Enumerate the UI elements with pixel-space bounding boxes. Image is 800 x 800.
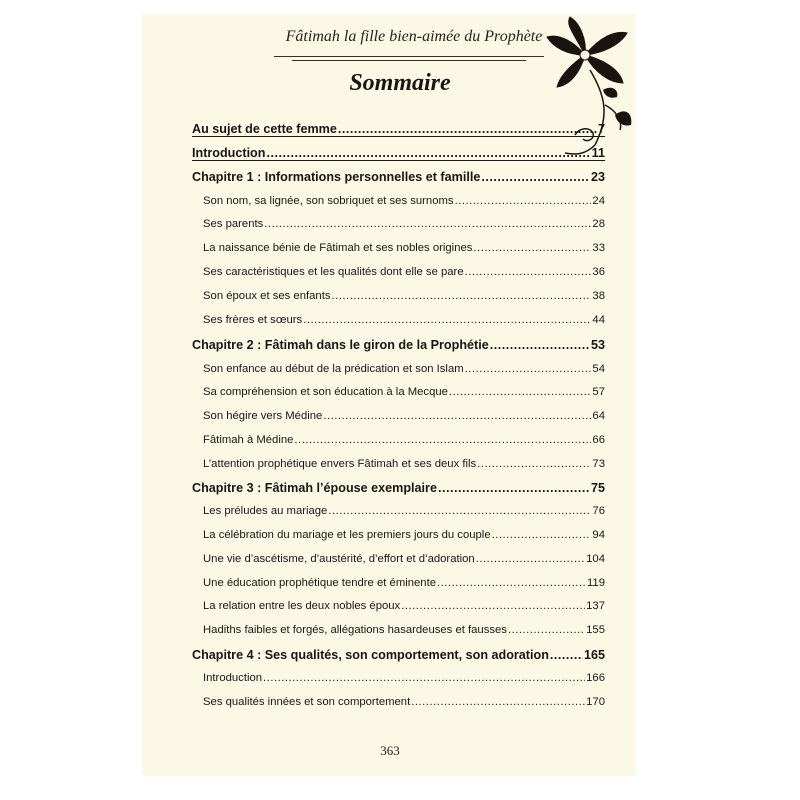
dot-leader xyxy=(263,672,585,684)
toc-section-entry xyxy=(203,290,605,302)
toc-section-entry xyxy=(203,218,605,230)
running-header: Fâtimah la fille bien-aimée du Prophète xyxy=(285,28,543,45)
page-number: 363 xyxy=(380,743,400,758)
toc-section-entry xyxy=(203,434,605,446)
toc-entry-label: Chapitre 4 : Ses qualités, son comportement, son adoration xyxy=(192,648,549,662)
toc-entry-label: Hadiths faibles et forgés, allégations hasardeuses et fausses xyxy=(203,624,507,636)
dot-leader xyxy=(550,648,583,662)
toc-heading: Sommaire xyxy=(349,70,451,96)
toc-entry-label: Ses frères et sœurs xyxy=(203,314,303,326)
dot-leader xyxy=(411,696,585,708)
dot-leader xyxy=(477,458,591,470)
dot-leader xyxy=(401,600,585,612)
toc-section-entry xyxy=(203,600,605,612)
toc-section-entry xyxy=(203,458,605,470)
dot-leader xyxy=(438,481,590,495)
toc-section-entry xyxy=(203,242,605,254)
toc-entry-label: Son époux et ses enfants xyxy=(203,290,331,302)
toc-section-entry xyxy=(203,624,605,636)
toc-entry-label: La célébration du mariage et les premiers jours du couple xyxy=(203,529,491,541)
toc-chapter-entry xyxy=(192,170,605,184)
toc-entry-page: 28 xyxy=(592,218,605,230)
toc-entry-label: Ses qualités innées et son comportement xyxy=(203,696,411,708)
toc-entry-page: 73 xyxy=(592,458,605,470)
dot-leader xyxy=(332,290,592,302)
toc-entry-label: Son nom, sa lignée, son sobriquet et ses surnoms xyxy=(203,195,454,207)
dot-leader xyxy=(264,218,591,230)
toc-entry-page: 54 xyxy=(592,363,605,375)
toc-section-entry xyxy=(203,672,605,684)
toc-entry-label: Chapitre 2 : Fâtimah dans le giron de la Prophétie xyxy=(192,338,489,352)
dot-leader xyxy=(437,577,586,589)
dot-leader xyxy=(455,195,592,207)
toc-section-entry xyxy=(203,195,605,207)
toc-section-entry xyxy=(203,529,605,541)
dot-leader xyxy=(465,266,592,278)
toc-entry-page: 66 xyxy=(592,434,605,446)
toc-entry-label: Fâtimah à Médine xyxy=(203,434,294,446)
dot-leader xyxy=(473,242,591,254)
toc-entry-page: 44 xyxy=(592,314,605,326)
dot-leader xyxy=(303,314,591,326)
toc-section-entry xyxy=(203,577,605,589)
toc-entry-page: 57 xyxy=(592,386,605,398)
dot-leader xyxy=(481,170,590,184)
dot-leader xyxy=(338,122,597,136)
toc-section-entry xyxy=(203,553,605,565)
toc-section-entry xyxy=(203,696,605,708)
toc-section-entry xyxy=(203,410,605,422)
toc-entry-page: 137 xyxy=(586,600,605,612)
toc-entry-page: 11 xyxy=(591,146,605,160)
toc-section-entry xyxy=(203,505,605,517)
toc-entry-page: 76 xyxy=(592,505,605,517)
toc-chapter-entry xyxy=(192,648,605,662)
toc-entry-label: Introduction xyxy=(192,146,266,160)
header-rule-second xyxy=(292,60,526,61)
toc-entry-label: Au sujet de cette femme xyxy=(192,122,337,136)
toc-chapter-entry xyxy=(192,338,605,352)
toc-entry-page: 94 xyxy=(592,529,605,541)
toc-section-entry xyxy=(203,314,605,326)
toc-chapter-entry xyxy=(192,481,605,495)
toc-entry-page: 75 xyxy=(590,481,605,495)
dot-leader xyxy=(508,624,585,636)
toc-entry-label: La naissance bénie de Fâtimah et ses nobles origines xyxy=(203,242,473,254)
toc-entry-page: 33 xyxy=(592,242,605,254)
toc-entry-label: L’attention prophétique envers Fâtimah et ses deux fils xyxy=(203,458,477,470)
toc-chapter-entry xyxy=(192,146,605,161)
toc-entry-label: Chapitre 1 : Informations personnelles et famille xyxy=(192,170,481,184)
toc-entry-page: 53 xyxy=(590,338,605,352)
toc-entry-page: 7 xyxy=(597,122,605,136)
toc-entry-page: 24 xyxy=(592,195,605,207)
toc-section-entry xyxy=(203,363,605,375)
toc-entry-label: Ses caractéristiques et les qualités dont elle se pare xyxy=(203,266,464,278)
dot-leader xyxy=(449,386,591,398)
toc-section-entry xyxy=(203,266,605,278)
toc-entry-label: Son hégire vers Médine xyxy=(203,410,323,422)
dot-leader xyxy=(328,505,591,517)
toc-entry-page: 36 xyxy=(592,266,605,278)
toc-entry-label: Les préludes au mariage xyxy=(203,505,328,517)
toc-entry-label: Sa compréhension et son éducation à la Mecque xyxy=(203,386,448,398)
toc-entry-page: 155 xyxy=(586,624,605,636)
toc-entry-page: 165 xyxy=(583,648,605,662)
toc-entry-label: Chapitre 3 : Fâtimah l’épouse exemplaire xyxy=(192,481,437,495)
toc-entry-page: 104 xyxy=(586,553,605,565)
dot-leader xyxy=(323,410,591,422)
dot-leader xyxy=(476,553,585,565)
toc-entry-label: La relation entre les deux nobles époux xyxy=(203,600,401,612)
toc-entry-page: 170 xyxy=(586,696,605,708)
toc-entry-label: Une vie d’ascétisme, d’austérité, d’effort et d’adoration xyxy=(203,553,475,565)
toc-entry-label: Introduction xyxy=(203,672,263,684)
dot-leader xyxy=(465,363,592,375)
toc-section-entry xyxy=(203,386,605,398)
toc-entry-page: 23 xyxy=(590,170,605,184)
dot-leader xyxy=(266,146,590,160)
header-rule xyxy=(274,56,544,57)
toc-chapter-entry xyxy=(192,122,605,137)
toc-entry-label: Une éducation prophétique tendre et éminente xyxy=(203,577,437,589)
toc-entry-label: Ses parents xyxy=(203,218,264,230)
toc-entry-page: 64 xyxy=(592,410,605,422)
toc-entry-page: 119 xyxy=(586,577,605,589)
dot-leader xyxy=(490,338,590,352)
toc-entry-label: Son enfance au début de la prédication et son Islam xyxy=(203,363,464,375)
dot-leader xyxy=(492,529,592,541)
toc-entry-page: 38 xyxy=(592,290,605,302)
dot-leader xyxy=(294,434,591,446)
toc-entry-page: 166 xyxy=(586,672,605,684)
